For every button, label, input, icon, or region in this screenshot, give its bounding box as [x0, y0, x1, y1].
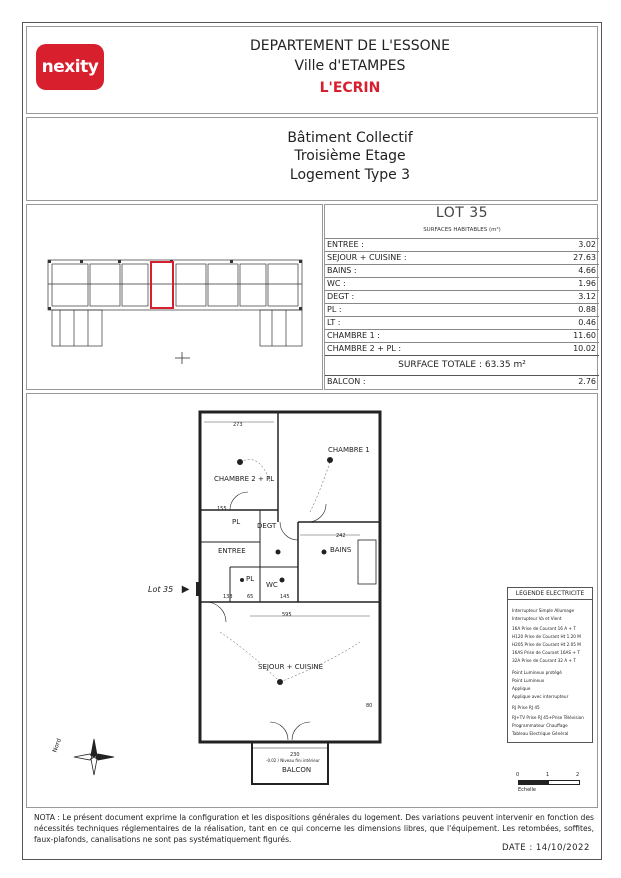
row-label: ENTREE : [327, 240, 364, 249]
legend-item: RJ Prise RJ 45 [512, 705, 540, 710]
project-title: L'ECRIN [319, 80, 381, 96]
room-balcon: BALCON [282, 766, 312, 774]
room-pl-2: PL [246, 575, 255, 583]
legend-item: Interrupteur Simple Allumage [512, 608, 575, 613]
room-chambre-1: CHAMBRE 1 [328, 446, 370, 454]
row-label: DEGT : [327, 292, 355, 301]
scale-label-0: 0 [516, 772, 520, 778]
lot-marker [148, 584, 189, 595]
lot-row [325, 264, 599, 277]
row-value: 4.66 [578, 266, 596, 275]
dim-133: 133 [223, 594, 233, 600]
dim-65: 65 [247, 594, 254, 600]
disclaimer-note: NOTA : Le présent document exprime la configuration et les dispositions générales du logement. Des variations peuvent intervenir en fonction des nécessités techniques réglementaires de la réalisation, tant en ce qui concerne les dimensions libres, que l'équipement. Les retombées, soffites, faux-plafonds, canalisations ne sont pas systématiquement figurés. [34, 813, 594, 844]
legend-item: Point Lumineux protégé [512, 670, 562, 675]
lot-row [325, 303, 599, 316]
row-label: WC : [327, 279, 346, 288]
legend-item: 16A Prise de Courant 16 A + T [512, 626, 576, 631]
scale-bar [518, 780, 580, 785]
row-value: 10.02 [573, 344, 596, 353]
north-label: Nord [51, 737, 63, 754]
document-date: DATE : 14/10/2022 [502, 843, 590, 853]
legend-item: Interrupteur Va et Vient [512, 616, 562, 621]
row-value: 11.60 [573, 331, 596, 340]
lot-marker-label: Lot 35 [148, 585, 174, 594]
balcon-row [325, 375, 599, 388]
city-title: Ville d'ETAMPES [294, 58, 406, 74]
floor-plan [190, 402, 390, 802]
compass-rose-icon [64, 735, 124, 779]
row-label: BAINS : [327, 266, 357, 275]
room-pl-1: PL [232, 518, 241, 526]
total-row [325, 355, 599, 375]
nexity-logo [36, 44, 104, 90]
floor-level: Troisième Etage [294, 148, 406, 164]
dim-230: 230 [290, 752, 300, 758]
lot-row [325, 290, 599, 303]
room-sejour: SEJOUR + CUISINE [258, 663, 323, 671]
legend-item: 32A Prise de Courant 32 A + T [512, 658, 576, 663]
row-value: 0.46 [578, 318, 596, 327]
surface-total: SURFACE TOTALE : 63.35 m² [398, 360, 526, 370]
legend-item: RJ+TV Prise RJ 45+Prise Télévision [512, 715, 584, 720]
balcon-level-note: -0.02 / Niveau fini intérieur [266, 758, 320, 763]
lot-surface-table [325, 205, 599, 389]
dim-273: 273 [233, 422, 243, 428]
row-label: CHAMBRE 2 + PL : [327, 344, 402, 353]
scale-label-2: 2 [576, 772, 580, 778]
lot-row [325, 316, 599, 329]
legend-item: H120 Prise de Courant Ht 1.20 M [512, 634, 581, 639]
legend-title: LEGENDE ELECTRICITE [508, 588, 592, 600]
legend-item: Point Lumineux [512, 678, 545, 683]
room-wc: WC [266, 581, 278, 589]
row-label: LT : [327, 318, 341, 327]
dim-80: 80 [366, 703, 373, 709]
row-value: 0.88 [578, 305, 596, 314]
room-bains: BAINS [330, 546, 352, 554]
legend-item: Applique avec interrupteur [512, 694, 569, 699]
row-label: CHAMBRE 1 : [327, 331, 380, 340]
room-chambre-2: CHAMBRE 2 + PL [214, 475, 275, 483]
lot-row [325, 251, 599, 264]
lot-title: LOT 35 [435, 205, 489, 221]
unit-type: Logement Type 3 [289, 167, 411, 183]
lot-row [325, 342, 599, 355]
lot-subtitle: SURFACES HABITABLES (m²) [423, 227, 501, 233]
dim-155: 155 [217, 506, 227, 512]
lot-row [325, 329, 599, 342]
scale-label-1: 1 [546, 772, 550, 778]
dim-242: 242 [336, 533, 346, 539]
row-value: 1.96 [578, 279, 596, 288]
row-label: PL : [327, 305, 342, 314]
room-entree: ENTREE [218, 547, 246, 555]
row-value: 27.63 [573, 253, 596, 262]
legend-item: Tableau Electrique Général [512, 731, 569, 736]
row-value: 3.02 [578, 240, 596, 249]
scale-unit: Echelle [518, 787, 537, 793]
building-type: Bâtiment Collectif [287, 130, 413, 146]
electric-legend [507, 587, 593, 743]
logo-text: nexity [41, 57, 99, 77]
row-label: SEJOUR + CUISINE : [327, 253, 407, 262]
entry-arrow-icon: ▶ [181, 584, 190, 595]
dim-595: 595 [282, 612, 292, 618]
key-plan [30, 240, 320, 370]
room-degt: DEGT [257, 522, 277, 530]
row-value: 3.12 [578, 292, 596, 301]
legend-item: H205 Prise de Courant Ht 2.05 M [512, 642, 581, 647]
balcon-value: 2.76 [578, 377, 596, 386]
dim-145: 145 [280, 594, 290, 600]
balcon-label: BALCON : [327, 377, 366, 386]
lot-row [325, 238, 599, 251]
lot-row [325, 277, 599, 290]
legend-item: 16AS Prise de Courant 16AS + T [512, 650, 580, 655]
department-title: DEPARTEMENT DE L'ESSONE [250, 38, 450, 54]
legend-item: Applique [512, 686, 531, 691]
legend-item: Programmateur Chauffage [512, 723, 568, 728]
